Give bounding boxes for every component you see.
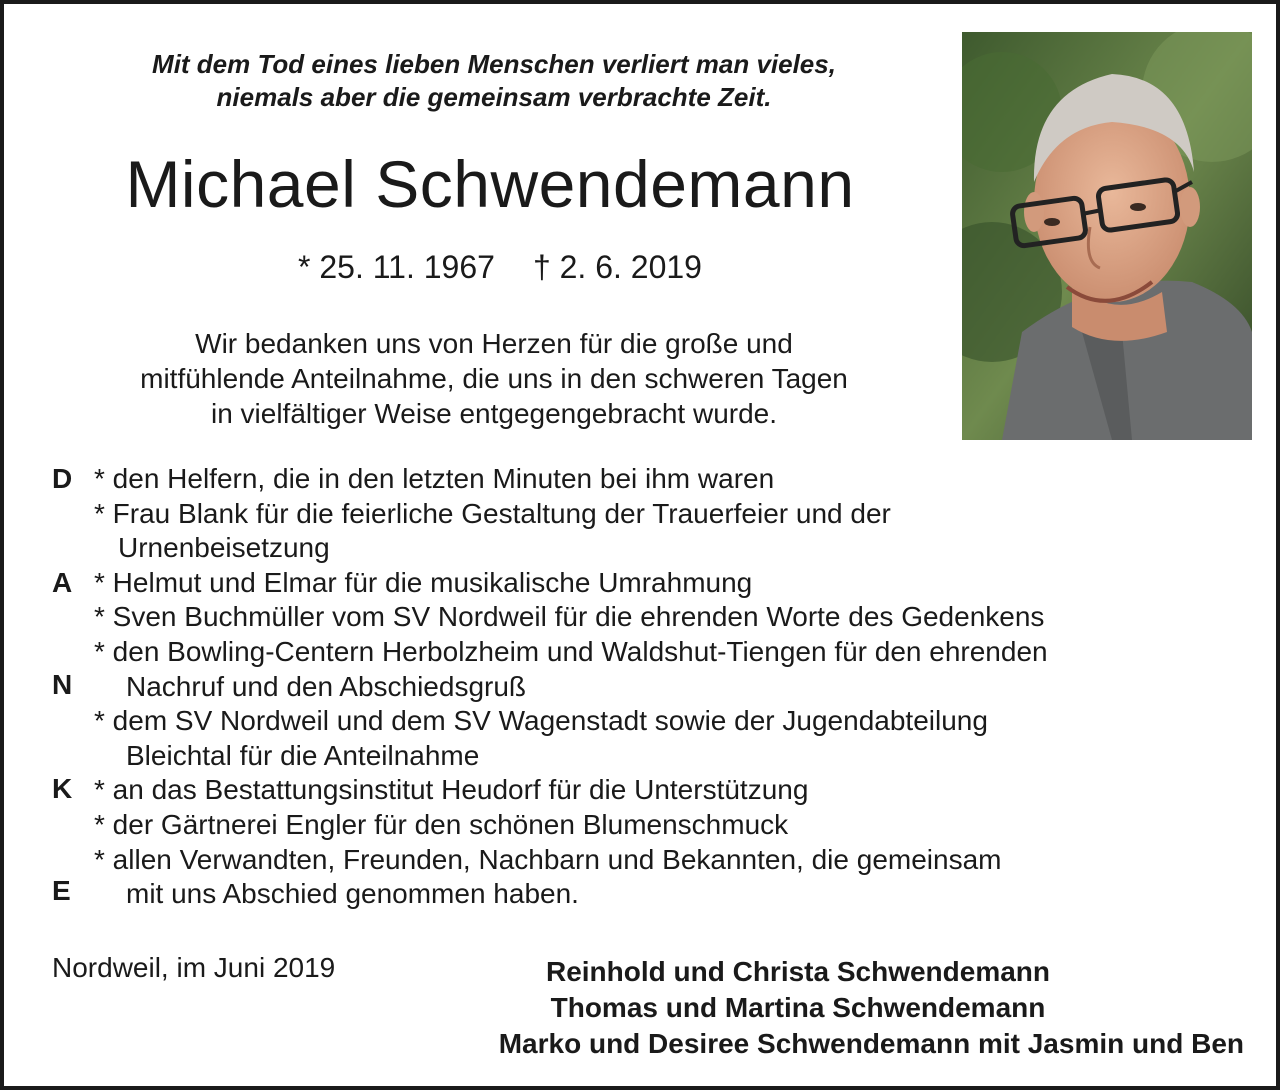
family-line: Thomas und Martina Schwendemann — [550, 992, 1046, 1023]
portrait-photo — [962, 32, 1252, 440]
list-item: * den Bowling-Centern Herbolzheim und Waldshut-Tiengen für den ehrenden Nachruf und den Abschiedsgruß — [94, 635, 1048, 702]
list-item: * Sven Buchmüller vom SV Nordweil für die ehrenden Worte des Gedenkens — [94, 601, 1045, 633]
list-item: * Frau Blank für die feierliche Gestaltung der Trauerfeier und der Urnenbeisetzung — [94, 497, 891, 564]
list-item: * den Helfern, die in den letzten Minuten bei ihm waren — [94, 463, 775, 494]
life-dates — [40, 242, 960, 292]
side-letter-k: K — [52, 773, 73, 804]
list-item: * der Gärtnerei Engler für den schönen Blumenschmuck — [94, 808, 789, 840]
quote-line: niemals aber die gemeinsam verbrachte Zeit. — [216, 82, 772, 112]
family-signatures — [324, 954, 1244, 1062]
side-letter-n: N — [52, 669, 73, 700]
thanks-line: Wir bedanken uns von Herzen für die große und — [195, 328, 793, 359]
side-letter-a: A — [52, 567, 73, 598]
list-item: * an das Bestattungsinstitut Heudorf für die Unterstützung — [94, 774, 809, 806]
thanks-line: in vielfältiger Weise entgegengebracht wurde. — [210, 398, 778, 429]
quote-line: Mit dem Tod eines lieben Menschen verliert man vieles, — [152, 49, 836, 79]
family-line: Reinhold und Christa Schwendemann — [545, 956, 1051, 987]
thanks-list — [94, 462, 1264, 912]
list-item: * dem SV Nordweil und dem SV Wagenstadt sowie der Jugendabteilung Bleichtal für die Anteilnahme — [94, 705, 988, 771]
side-letter-d: D — [52, 463, 73, 494]
side-letter-e: E — [52, 875, 71, 906]
list-item: * allen Verwandten, Freunden, Nachbarn und Bekannten, die gemeinsam mit uns Abschied genommen haben. — [94, 843, 1002, 910]
family-line: Marko und Desiree Schwendemann mit Jasmin und Ben — [498, 1028, 1244, 1059]
list-item: * Helmut und Elmar für die musikalische Umrahmung — [94, 566, 753, 598]
place-and-date: Nordweil, im Juni 2019 — [52, 952, 336, 983]
birth-date: * 25. 11. 1967 — [298, 249, 495, 285]
thanks-line: mitfühlende Anteilnahme, die uns in den schweren Tagen — [140, 363, 848, 394]
memorial-quote — [44, 48, 944, 114]
death-date: † 2. 6. 2019 — [532, 249, 702, 285]
deceased-name: Michael Schwendemann — [125, 147, 855, 221]
thanks-paragraph — [44, 326, 944, 431]
